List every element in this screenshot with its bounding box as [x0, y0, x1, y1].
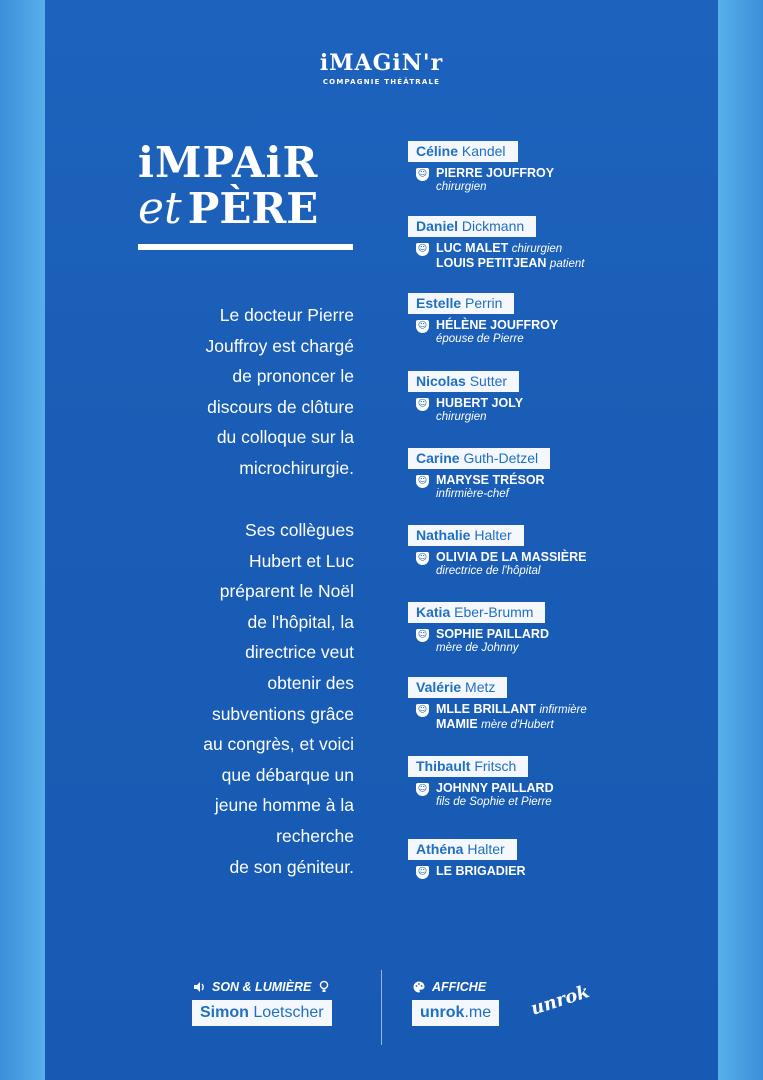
- actor-last-name: Kandel: [461, 143, 506, 159]
- cast-member: [408, 756, 638, 809]
- role-description: patient: [549, 258, 585, 270]
- lightbulb-icon: [317, 980, 331, 994]
- actor-last-name: Fritsch: [474, 758, 517, 774]
- synopsis-line: au congrès, et voici: [203, 734, 354, 755]
- cast-member: [408, 293, 638, 346]
- synopsis-line: jeune homme à la: [214, 795, 354, 816]
- title-pere: PÈRE: [187, 184, 319, 233]
- poster-site-plate[interactable]: [412, 1000, 499, 1026]
- role-description: directrice de l'hôpital: [436, 565, 541, 577]
- role-name: OLIVIA DE LA MASSIÈRE: [436, 550, 587, 564]
- role-line: [436, 864, 638, 878]
- poster-site-name: unrok: [420, 1004, 465, 1021]
- actor-first-name: Thibault: [416, 758, 471, 774]
- actor-last-name: Guth-Detzel: [463, 450, 539, 466]
- role-name: MLLE BRILLANT: [436, 702, 536, 716]
- unrok-signature-logo: unrok: [528, 981, 592, 1020]
- theater-mask-icon: ☺: [417, 321, 428, 331]
- synopsis-line: Le docteur Pierre: [219, 305, 354, 325]
- actor-name-plate: [408, 602, 545, 623]
- actor-last-name: Perrin: [465, 295, 503, 311]
- actor-last-name: Metz: [465, 679, 496, 695]
- title-et: et: [138, 183, 182, 234]
- role-block: [408, 627, 638, 655]
- theater-mask-icon: ☺: [417, 784, 428, 794]
- cast-member: [408, 448, 638, 501]
- palette-icon: [412, 980, 426, 994]
- role-block: [408, 702, 638, 732]
- logo-name: iMAGiN'r: [319, 50, 444, 76]
- theater-mask-icon: ☺: [417, 705, 428, 715]
- actor-last-name: Sutter: [469, 373, 508, 389]
- title-underline: [138, 244, 353, 250]
- theater-mask-icon: ☺: [417, 630, 428, 640]
- theater-mask-icon: ☺: [417, 169, 428, 179]
- role-block: [408, 781, 638, 809]
- synopsis-line: de son géniteur.: [229, 856, 354, 877]
- actor-first-name: Céline: [416, 143, 459, 159]
- poster-label: AFFICHE: [432, 980, 487, 994]
- role-line: [436, 396, 638, 410]
- actor-first-name: Nathalie: [416, 527, 471, 543]
- role-name: LOUIS PETITJEAN: [436, 256, 547, 270]
- synopsis-line: microchirurgie.: [239, 457, 354, 478]
- role-description: chirurgien: [436, 411, 487, 423]
- role-name: PIERRE JOUFFROY: [436, 166, 555, 180]
- role-description: infirmière-chef: [436, 488, 509, 500]
- cast-member: [408, 141, 638, 194]
- role-block: [408, 166, 638, 194]
- synopsis-line: de l'hôpital, la: [247, 611, 354, 632]
- role-line: [436, 717, 638, 732]
- role-description: mère de Johnny: [436, 642, 519, 654]
- role-block: [408, 473, 638, 501]
- poster-credit: [412, 980, 499, 1026]
- actor-first-name: Estelle: [416, 295, 462, 311]
- play-title: [138, 140, 353, 250]
- role-block: [408, 550, 638, 578]
- role-name: LUC MALET: [436, 241, 509, 255]
- actor-first-name: Carine: [416, 450, 460, 466]
- sound-last-name: Loetscher: [253, 1004, 324, 1021]
- company-logo: [0, 50, 763, 86]
- role-name: MAMIE: [436, 717, 478, 731]
- sound-label-row: [192, 980, 332, 994]
- actor-last-name: Halter: [467, 841, 505, 857]
- actor-name-plate: [408, 371, 519, 392]
- actor-last-name: Halter: [474, 527, 512, 543]
- role-description: chirurgien: [436, 181, 487, 193]
- actor-first-name: Daniel: [416, 218, 459, 234]
- theater-mask-icon: ☺: [417, 399, 428, 409]
- role-name: LE BRIGADIER: [436, 864, 526, 878]
- role-name: HÉLÈNE JOUFFROY: [436, 318, 559, 332]
- synopsis-line: préparent le Noël: [219, 581, 354, 602]
- actor-name-plate: [408, 141, 518, 162]
- synopsis-line: de prononcer le: [232, 366, 354, 387]
- theater-mask-icon: ☺: [417, 476, 428, 486]
- actor-name-plate: [408, 448, 550, 469]
- theater-mask-icon: ☺: [417, 867, 428, 877]
- role-name: MARYSE TRÉSOR: [436, 473, 545, 487]
- actor-name-plate: [408, 216, 536, 237]
- role-description: chirurgien: [511, 243, 563, 255]
- role-line: [436, 318, 638, 332]
- synopsis-line: discours de clôture: [207, 396, 354, 417]
- cast-member: [408, 525, 638, 578]
- role-block: [408, 864, 638, 878]
- actor-name-plate: [408, 525, 524, 546]
- sound-label: SON & LUMIÈRE: [212, 980, 312, 994]
- footer-divider: [381, 970, 382, 1045]
- poster-label-row: [412, 980, 499, 994]
- cast-member: [408, 371, 638, 424]
- synopsis-line: Ses collègues: [245, 520, 354, 540]
- speaker-icon: [192, 980, 206, 994]
- synopsis-line: que débarque un: [221, 764, 354, 785]
- role-line: [436, 550, 638, 564]
- role-line: [436, 627, 638, 641]
- role-block: [408, 318, 638, 346]
- synopsis-line: recherche: [276, 825, 354, 846]
- title-line-2: [138, 183, 353, 234]
- role-description: épouse de Pierre: [436, 333, 524, 345]
- theater-mask-icon: ☺: [417, 553, 428, 563]
- role-description: fils de Sophie et Pierre: [436, 796, 552, 808]
- role-name: JOHNNY PAILLARD: [436, 781, 554, 795]
- sound-first-name: Simon: [200, 1004, 249, 1021]
- sound-credit: [192, 980, 332, 1026]
- actor-name-plate: [408, 756, 528, 777]
- synopsis-line: Jouffroy est chargé: [205, 335, 354, 356]
- synopsis-line: Hubert et Luc: [248, 550, 354, 571]
- poster-site-domain: .me: [464, 1004, 492, 1021]
- sound-name-plate: [192, 1000, 332, 1026]
- title-line-1: iMPAiR: [138, 138, 319, 187]
- synopsis-paragraph-2: [140, 515, 354, 882]
- actor-first-name: Valérie: [416, 679, 462, 695]
- cast-member: [408, 602, 638, 655]
- logo-subtitle: COMPAGNIE THÉÂTRALE: [322, 78, 441, 86]
- role-line: [436, 256, 638, 271]
- synopsis-line: obtenir des: [267, 672, 354, 693]
- role-block: [408, 396, 638, 424]
- actor-name-plate: [408, 677, 507, 698]
- role-line: [436, 241, 638, 256]
- actor-first-name: Nicolas: [416, 373, 466, 389]
- cast-member: [408, 677, 638, 732]
- synopsis-line: subventions grâce: [211, 703, 354, 724]
- role-line: [436, 166, 638, 180]
- role-description: mère d'Hubert: [481, 719, 554, 731]
- actor-first-name: Katia: [416, 604, 451, 620]
- theater-mask-icon: ☺: [417, 244, 428, 254]
- role-line: [436, 781, 638, 795]
- role-description: infirmière: [539, 704, 587, 716]
- cast-member: [408, 839, 638, 878]
- actor-last-name: Dickmann: [461, 218, 525, 234]
- role-name: HUBERT JOLY: [436, 396, 524, 410]
- synopsis-line: directrice veut: [245, 642, 354, 663]
- credits-footer: [0, 970, 763, 1050]
- role-line: [436, 473, 638, 487]
- role-name: SOPHIE PAILLARD: [436, 627, 549, 641]
- actor-last-name: Eber-Brumm: [454, 604, 534, 620]
- cast-member: [408, 216, 638, 271]
- role-line: [436, 702, 638, 717]
- role-block: [408, 241, 638, 271]
- actor-first-name: Athéna: [416, 841, 464, 857]
- actor-name-plate: [408, 839, 517, 860]
- synopsis-line: du colloque sur la: [216, 427, 354, 448]
- synopsis-paragraph-1: [140, 300, 354, 484]
- actor-name-plate: [408, 293, 514, 314]
